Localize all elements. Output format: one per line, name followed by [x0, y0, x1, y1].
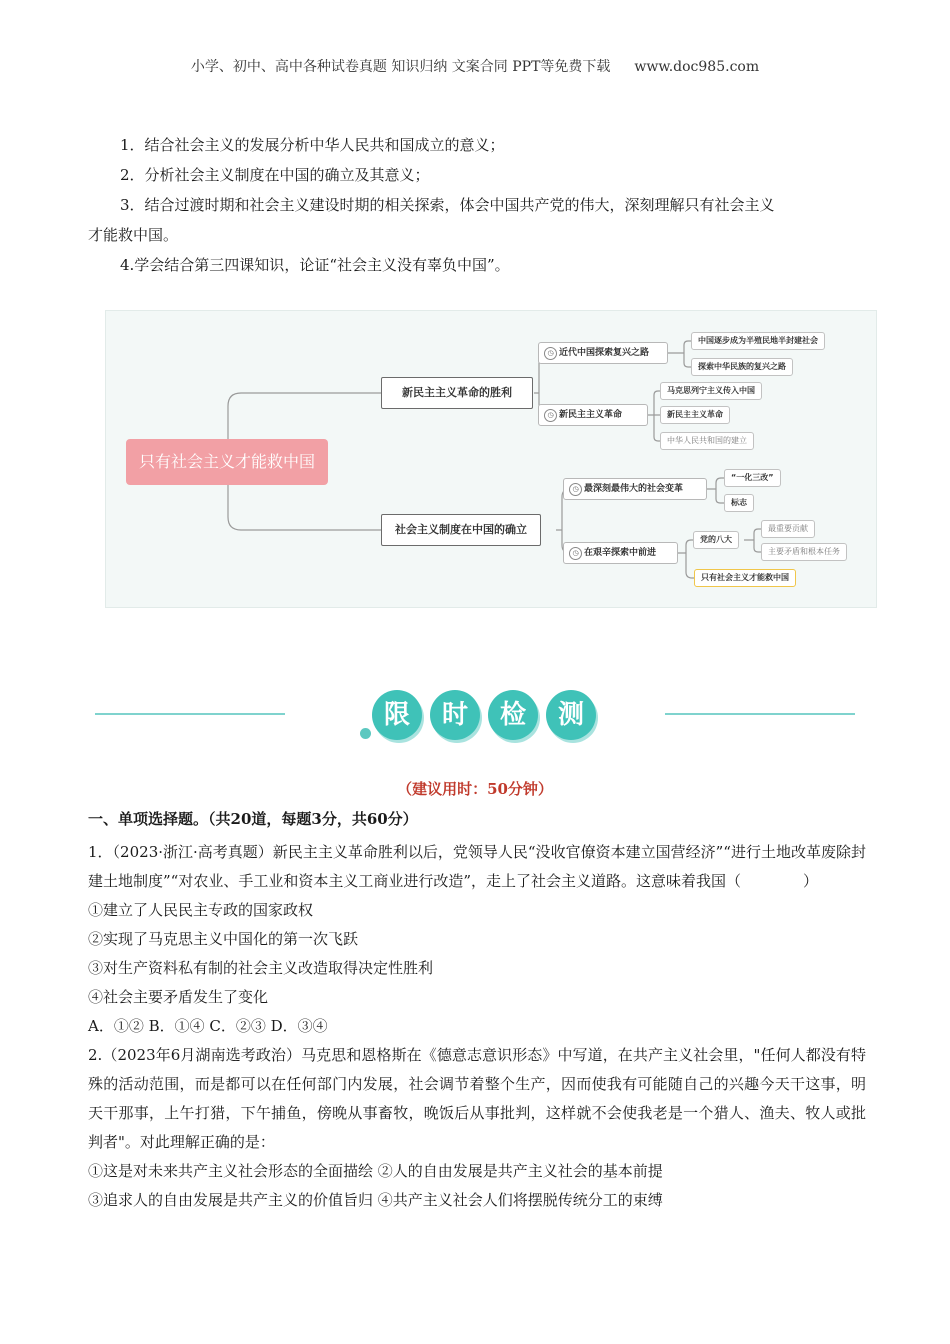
questions: [88, 838, 866, 1215]
learning-objectives: [88, 130, 868, 280]
clock-icon: ◷: [544, 409, 557, 422]
leaf-symbol: 标志: [724, 494, 754, 512]
connector-b1s1-leaves: [668, 341, 691, 367]
q2-option-row-2: ③追求人的自由发展是共产主义的价值旨归 ④共产主义社会人们将摆脱传统分工的束缚: [88, 1191, 663, 1209]
sub-hard-exploration-label: 在艰辛探索中前进: [584, 548, 657, 558]
q1-option-2: ②实现了马克思主义中国化的第一次飞跃: [88, 930, 359, 948]
sub-new-democratic-revolution-label: 新民主主义革命: [559, 410, 623, 420]
sub-revival-road-label: 近代中国探索复兴之路: [559, 348, 650, 358]
leaf-new-democratic-revolution: 新民主主义革命: [660, 406, 730, 424]
q1-option-1: ①建立了人民民主专政的国家政权: [88, 901, 314, 919]
leaf-eighth-congress: 党的八大: [693, 531, 739, 549]
objective-4: 4.学会结合第三四课知识，论证“社会主义没有辜负中国”。: [120, 256, 510, 274]
branch-socialist-system: 社会主义制度在中国的确立: [381, 514, 541, 546]
q1-stem-close: ）: [803, 872, 819, 890]
banner-char-1: 限: [372, 690, 422, 740]
question-1-stem: [88, 838, 866, 896]
clock-icon: ◷: [569, 483, 582, 496]
branch-new-democratic-revolution: 新民主主义革命的胜利: [381, 377, 533, 409]
leaf-revival-road: 探索中华民族的复兴之路: [691, 358, 793, 376]
sub-revival-road: [538, 342, 668, 364]
banner-line-left: [95, 713, 285, 715]
leaf-prc-founding: 中华人民共和国的建立: [660, 432, 754, 450]
question-2-stem: 2.（2023年6月湖南选考政治）马克思和恩格斯在《德意志意识形态》中写道，在共产主义社会里，"任何人都没有特殊的活动范围，而是都可以在任何部门内发展，社会调节着整个生产，因而使我有可能随自己的兴趣今天干这事，明天干那事，上午打猎，下午捕鱼，傍晚从事畜牧，晚饭后从事批判，这样就不会使我老是一个猎人、渔夫、牧人或批判者"。对此理解正确的是：: [88, 1046, 866, 1151]
banner-line-right: [665, 713, 855, 715]
objective-3: 3．结合过渡时期和社会主义建设时期的相关探索，体会中国共产党的伟大，深刻理解只有社会主义: [120, 196, 775, 214]
leaf-only-socialism: 只有社会主义才能救中国: [694, 569, 796, 587]
page-header: [0, 56, 950, 76]
q1-choices: A．①② B．①④ C．②③ D．③④: [88, 1017, 328, 1035]
header-url[interactable]: www.doc985.com: [634, 59, 760, 75]
sub-social-transformation-label: 最深刻最伟大的社会变革: [584, 484, 684, 494]
leaf-marxism-spread: 马克思列宁主义传入中国: [660, 382, 762, 400]
banner-char-3: 检: [488, 690, 538, 740]
mind-map: [105, 310, 877, 608]
leaf-main-contradiction: 主要矛盾和根本任务: [761, 543, 847, 561]
section-title: 一、单项选择题。（共20道，每题3分，共60分）: [88, 810, 418, 828]
sub-new-democratic-revolution: [538, 404, 648, 426]
leaf-one-transformation-three-reforms: “一化三改”: [724, 469, 781, 487]
connector-root-branch1: [228, 393, 381, 439]
q1-option-4: ④社会主要矛盾发生了变化: [88, 988, 269, 1006]
mindmap-root: 只有社会主义才能救中国: [126, 439, 328, 485]
leaf-most-important-contribution: 最重要贡献: [761, 520, 815, 538]
sub-social-transformation: [563, 478, 707, 500]
suggested-time: （建议用时：50分钟）: [397, 780, 553, 798]
q2-option-row-1: ①这是对未来共产主义社会形态的全面描绘 ②人的自由发展是共产主义社会的基本前提: [88, 1162, 663, 1180]
connector-b1s2-leaves: [648, 391, 660, 441]
connector-ba-subleaves: [744, 529, 761, 552]
banner-char-2: 时: [430, 690, 480, 740]
sub-hard-exploration: [563, 542, 678, 564]
connector-b2s2-leaves: [678, 540, 694, 578]
objective-3-cont: 才能救中国。: [88, 226, 179, 244]
clock-icon: ◷: [544, 347, 557, 360]
header-text: 小学、初中、高中各种试卷真题 知识归纳 文案合同 PPT等免费下载: [190, 59, 611, 75]
objective-2: 2．分析社会主义制度在中国的确立及其意义；: [120, 166, 430, 184]
q1-stem-text: 1．（2023·浙江·高考真题）新民主主义革命胜利以后，党领导人民“没收官僚资本建立国营经济”“进行土地改革废除封建土地制度”“对农业、手工业和资本主义工商业进行改造”，走上了社会主义道路。这意味着我国（: [88, 843, 866, 890]
clock-icon: ◷: [569, 547, 582, 560]
objective-1: 1．结合社会主义的发展分析中华人民共和国成立的意义；: [120, 136, 505, 154]
connector-root-branch2: [228, 485, 381, 530]
q1-option-3: ③对生产资料私有制的社会主义改造取得决定性胜利: [88, 959, 434, 977]
timed-test-banner: [0, 680, 950, 752]
connector-b2s1-leaves: [707, 478, 724, 503]
banner-dot: [360, 728, 371, 739]
banner-char-4: 测: [546, 690, 596, 740]
leaf-semi-colonial: 中国逐步成为半殖民地半封建社会: [691, 332, 825, 350]
